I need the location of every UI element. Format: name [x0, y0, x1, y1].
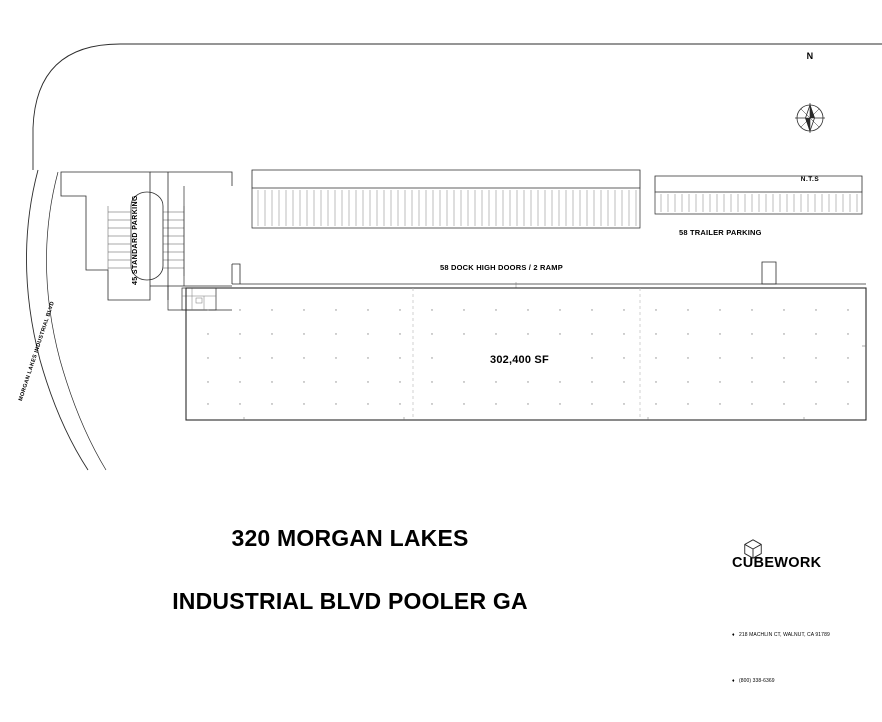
dock-doors-label: 58 DOCK HIGH DOORS / 2 RAMP [440, 263, 563, 272]
brand-address-text: 218 MACHLIN CT, WALNUT, CA 91789 [739, 631, 830, 638]
brand-phone [732, 679, 882, 685]
trailer-parking-label: 58 TRAILER PARKING [679, 228, 762, 237]
standard-parking-label: 45 STANDARD PARKING [132, 195, 139, 285]
office-structure [182, 288, 216, 310]
standard-parking-lot [61, 172, 232, 310]
north-property-curve [33, 44, 882, 170]
project-title-line-1: 320 MORGAN LAKES [231, 524, 469, 551]
street-name-label: MORGAN LAKES INDUSTRIAL BLVD [18, 300, 56, 402]
brand-address [732, 633, 882, 639]
brand-name: CUBEWORK [732, 554, 822, 571]
north-label: N [806, 50, 814, 61]
project-title-line-2: INDUSTRIAL BLVD POOLER GA [172, 588, 528, 614]
bullet-icon: ♦ [732, 631, 735, 638]
cube-icon [742, 538, 764, 560]
north-arrow-block [780, 14, 840, 220]
north-trailer-court-west [252, 170, 640, 228]
company-block [700, 518, 882, 722]
compass-icon [790, 99, 830, 137]
bullet-icon-2: ♦ [732, 678, 735, 685]
title-block [0, 488, 700, 651]
brand-phone-text: (800) 338-6369 [739, 678, 775, 685]
morgan-lakes-industrial-blvd [26, 170, 106, 470]
building-area-label: 302,400 SF [490, 354, 549, 366]
scale-note: N.T.S [800, 175, 820, 183]
